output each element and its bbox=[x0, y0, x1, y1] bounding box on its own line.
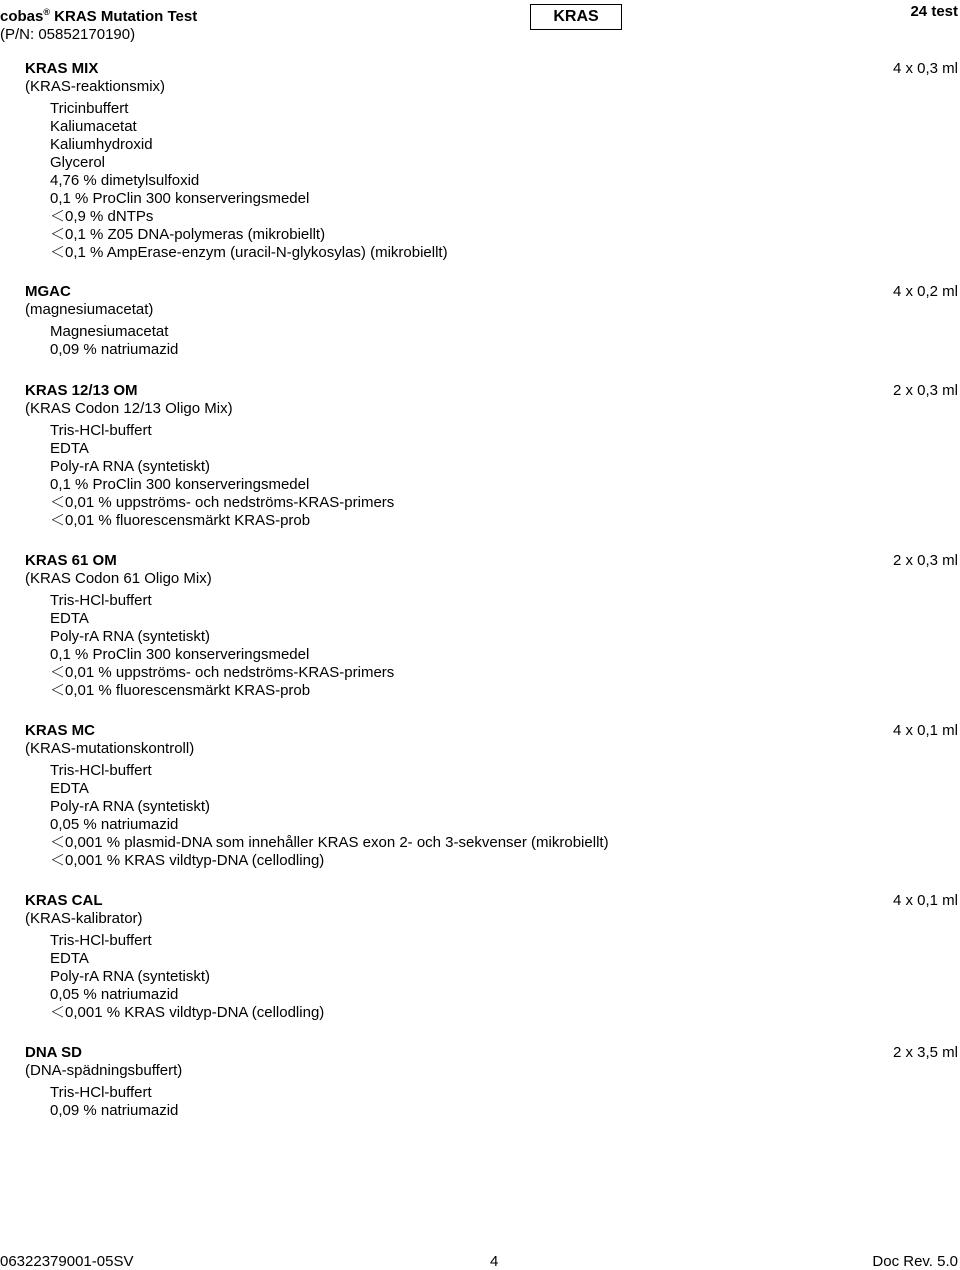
part-number: (P/N: 05852170190) bbox=[0, 26, 136, 43]
reagent-name: KRAS 12/13 OM bbox=[25, 382, 138, 399]
reagent-name: KRAS CAL bbox=[25, 892, 103, 909]
ingredient-item: ＜0,001 % KRAS vildtyp-DNA (cellodling) bbox=[50, 852, 325, 869]
ingredient-item: ＜0,01 % fluorescensmärkt KRAS-prob bbox=[50, 682, 311, 699]
ingredient-item: Tris-HCl-buffert bbox=[50, 592, 152, 609]
ingredient-item: Tris-HCl-buffert bbox=[50, 762, 152, 779]
reagent-name: KRAS MC bbox=[25, 722, 95, 739]
ingredient-list bbox=[50, 1084, 178, 1120]
ingredient-item: 4,76 % dimetylsulfoxid bbox=[50, 172, 200, 189]
ingredient-item: ＜0,01 % uppströms- och nedströms-KRAS-primers bbox=[50, 664, 395, 681]
ingredient-item: Kaliumacetat bbox=[50, 118, 137, 135]
ingredient-item: 0,09 % natriumazid bbox=[50, 341, 179, 358]
ingredient-item: 0,05 % natriumazid bbox=[50, 986, 179, 1003]
ingredient-item: Tris-HCl-buffert bbox=[50, 932, 152, 949]
ingredient-item: EDTA bbox=[50, 780, 89, 797]
ingredient-item: Kaliumhydroxid bbox=[50, 136, 153, 153]
ingredient-item: Glycerol bbox=[50, 154, 106, 171]
ingredient-item: ＜0,1 % Z05 DNA-polymeras (mikrobiellt) bbox=[50, 226, 326, 243]
ingredient-list bbox=[50, 762, 609, 870]
page-number: 4 bbox=[490, 1253, 499, 1270]
reagent-subtitle: (KRAS Codon 12/13 Oligo Mix) bbox=[25, 400, 233, 417]
header-box-label: KRAS bbox=[530, 4, 622, 30]
registered-mark: ® bbox=[43, 7, 50, 17]
reagent-name: KRAS 61 OM bbox=[25, 552, 117, 569]
ingredient-item: ＜0,001 % plasmid-DNA som innehåller KRAS exon 2- och 3-sekvenser (mikrobiellt) bbox=[50, 834, 609, 851]
reagent-quantity: 2 x 0,3 ml bbox=[892, 552, 958, 569]
ingredient-item: EDTA bbox=[50, 610, 89, 627]
ingredient-item: 0,1 % ProClin 300 konserveringsmedel bbox=[50, 190, 310, 207]
reagent-quantity: 4 x 0,1 ml bbox=[892, 722, 958, 739]
ingredient-item: 0,05 % natriumazid bbox=[50, 816, 179, 833]
ingredient-item: Poly-rA RNA (syntetiskt) bbox=[50, 968, 211, 985]
ingredient-item: EDTA bbox=[50, 950, 89, 967]
ingredient-item: EDTA bbox=[50, 440, 89, 457]
test-count: 24 test bbox=[910, 3, 958, 20]
reagent-subtitle: (KRAS-mutationskontroll) bbox=[25, 740, 195, 757]
reagent-name: DNA SD bbox=[25, 1044, 82, 1061]
reagent-subtitle: (DNA-spädningsbuffert) bbox=[25, 1062, 183, 1079]
ingredient-item: Poly-rA RNA (syntetiskt) bbox=[50, 458, 211, 475]
ingredient-list bbox=[50, 323, 178, 359]
ingredient-item: Tris-HCl-buffert bbox=[50, 422, 152, 439]
reagent-quantity: 2 x 3,5 ml bbox=[892, 1044, 958, 1061]
product-name: KRAS Mutation Test bbox=[54, 8, 198, 25]
ingredient-item: ＜0,01 % uppströms- och nedströms-KRAS-primers bbox=[50, 494, 395, 511]
ingredient-list bbox=[50, 932, 324, 1022]
reagent-name: KRAS MIX bbox=[25, 60, 99, 77]
reagent-name: MGAC bbox=[25, 283, 71, 300]
doc-revision: Doc Rev. 5.0 bbox=[872, 1253, 958, 1270]
ingredient-item: 0,1 % ProClin 300 konserveringsmedel bbox=[50, 476, 310, 493]
reagent-quantity: 4 x 0,2 ml bbox=[892, 283, 958, 300]
reagent-quantity: 4 x 0,3 ml bbox=[892, 60, 958, 77]
ingredient-item: Tricinbuffert bbox=[50, 100, 129, 117]
ingredient-item: Poly-rA RNA (syntetiskt) bbox=[50, 798, 211, 815]
ingredient-item: 0,09 % natriumazid bbox=[50, 1102, 179, 1119]
ingredient-list bbox=[50, 422, 394, 530]
ingredient-item: Magnesiumacetat bbox=[50, 323, 169, 340]
reagent-subtitle: (KRAS-reaktionsmix) bbox=[25, 78, 166, 95]
product-title bbox=[0, 3, 197, 26]
reagent-subtitle: (magnesiumacetat) bbox=[25, 301, 154, 318]
ingredient-item: ＜0,1 % AmpErase-enzym (uracil-N-glykosylas) (mikrobiellt) bbox=[50, 244, 448, 261]
ingredient-item: ＜0,001 % KRAS vildtyp-DNA (cellodling) bbox=[50, 1004, 325, 1021]
ingredient-item: Tris-HCl-buffert bbox=[50, 1084, 152, 1101]
ingredient-item: 0,1 % ProClin 300 konserveringsmedel bbox=[50, 646, 310, 663]
reagent-quantity: 4 x 0,1 ml bbox=[892, 892, 958, 909]
product-brand: cobas bbox=[0, 8, 44, 25]
doc-number: 06322379001-05SV bbox=[0, 1253, 134, 1270]
ingredient-item: ＜0,9 % dNTPs bbox=[50, 208, 154, 225]
document-header bbox=[0, 3, 197, 44]
ingredient-item: ＜0,01 % fluorescensmärkt KRAS-prob bbox=[50, 512, 311, 529]
reagent-quantity: 2 x 0,3 ml bbox=[892, 382, 958, 399]
ingredient-list bbox=[50, 100, 448, 262]
ingredient-list bbox=[50, 592, 394, 700]
ingredient-item: Poly-rA RNA (syntetiskt) bbox=[50, 628, 211, 645]
reagent-subtitle: (KRAS Codon 61 Oligo Mix) bbox=[25, 570, 212, 587]
reagent-subtitle: (KRAS-kalibrator) bbox=[25, 910, 143, 927]
